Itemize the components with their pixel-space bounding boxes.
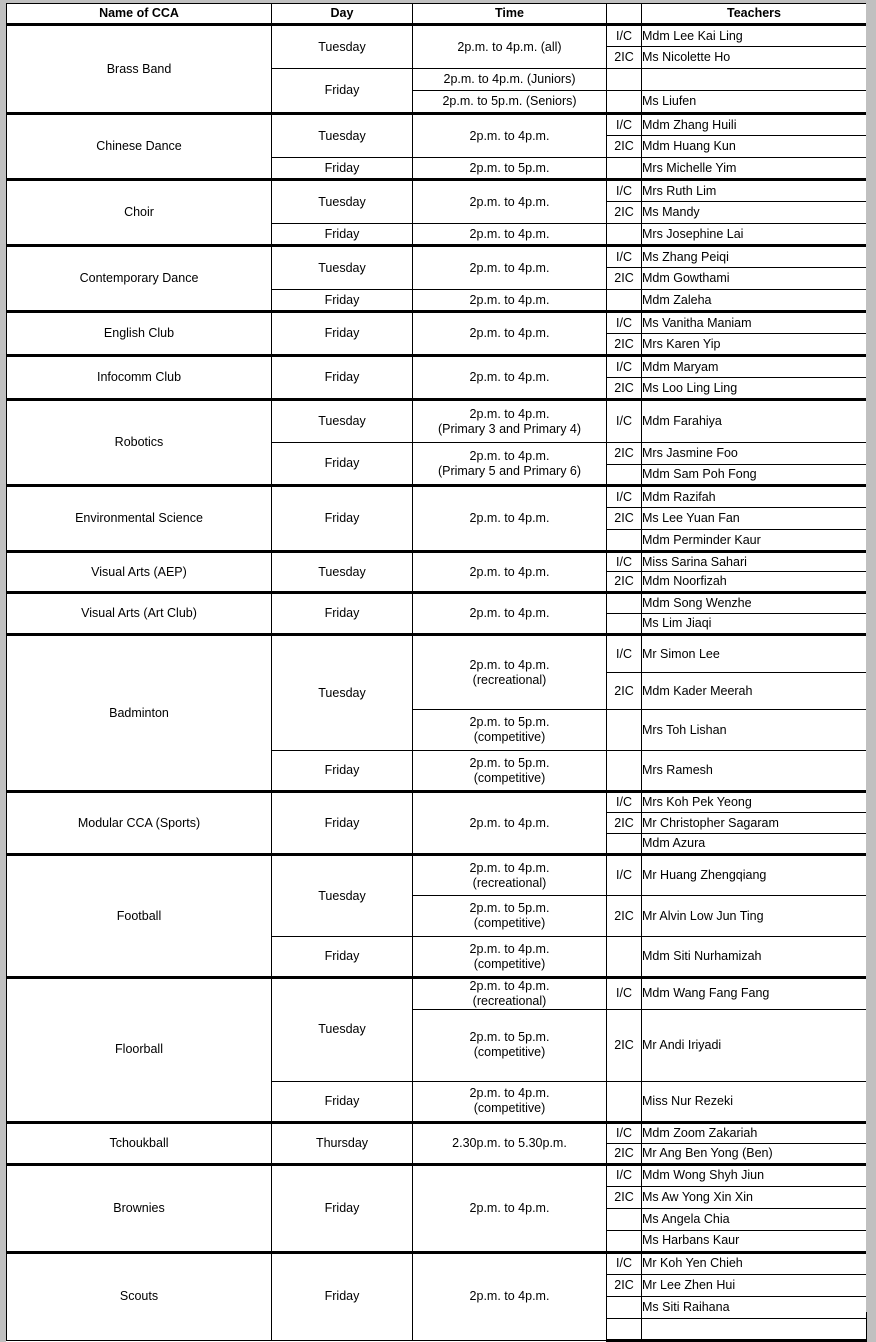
cca-time-qualifier: (recreational) (472, 993, 547, 1008)
cca-time-qualifier: (competitive) (473, 770, 546, 785)
cca-teacher-cell[interactable]: Mdm Maryam (642, 356, 867, 378)
cca-ic-role-cell[interactable]: I/C (607, 486, 642, 508)
cca-day-cell[interactable]: Tuesday (272, 25, 413, 69)
cca-name-cell[interactable]: Environmental Science (7, 486, 272, 552)
cca-time-cell[interactable] (413, 158, 607, 180)
cca-ic-role-cell[interactable]: I/C (607, 1122, 642, 1143)
cca-time-cell[interactable] (413, 978, 607, 1010)
cca-time-qualifier: (Primary 3 and Primary 4) (437, 421, 582, 436)
cca-time-primary: 2p.m. to 4p.m. (Juniors) (443, 72, 576, 87)
cca-teacher-cell[interactable]: Mdm Lee Kai Ling (642, 25, 867, 47)
table-row (7, 1252, 867, 1274)
cca-teacher-cell[interactable]: Mdm Sam Poh Fong (642, 465, 867, 486)
table-row (7, 593, 867, 614)
cca-time-cell[interactable] (413, 312, 607, 356)
cca-time-cell[interactable] (413, 1252, 607, 1340)
cca-teacher-cell[interactable]: Ms Aw Yong Xin Xin (642, 1186, 867, 1208)
cca-day-cell[interactable]: Friday (272, 1164, 413, 1252)
column-header-time: Time (413, 4, 607, 25)
cca-teacher-cell[interactable]: Mrs Josephine Lai (642, 224, 867, 246)
cca-teacher-cell[interactable]: Mrs Ramesh (642, 751, 867, 792)
cca-time-cell[interactable] (413, 69, 607, 91)
table-row (7, 180, 867, 202)
cca-ic-role-cell[interactable] (607, 614, 642, 635)
cca-ic-role-cell[interactable]: 2IC (607, 508, 642, 530)
cca-time-qualifier: (competitive) (473, 916, 546, 930)
cca-teacher-cell[interactable]: Mdm Huang Kun (642, 136, 867, 158)
cca-schedule-table (6, 3, 867, 1342)
cca-time-cell[interactable] (413, 246, 607, 290)
cca-ic-role-cell[interactable] (607, 158, 642, 180)
cca-time-cell[interactable] (413, 400, 607, 443)
cca-time-cell[interactable] (413, 1164, 607, 1252)
cca-ic-role-cell[interactable]: I/C (607, 312, 642, 334)
cca-time-primary: 2p.m. to 4p.m. (469, 511, 550, 526)
cca-ic-role-cell[interactable]: I/C (607, 400, 642, 443)
cca-teacher-cell[interactable]: Mr Huang Zhengqiang (642, 855, 867, 896)
cca-teacher-cell[interactable]: Mdm Zhang Huili (642, 114, 867, 136)
cca-ic-role-cell[interactable]: I/C (607, 978, 642, 1010)
cca-ic-role-cell[interactable]: 2IC (607, 268, 642, 290)
cca-teacher-cell[interactable]: Mrs Koh Pek Yeong (642, 792, 867, 813)
cca-ic-role-cell[interactable] (607, 834, 642, 855)
cca-teacher-cell[interactable]: Mdm Gowthami (642, 268, 867, 290)
cca-ic-role-cell[interactable]: I/C (607, 1164, 642, 1186)
cca-ic-role-cell[interactable]: 2IC (607, 1143, 642, 1164)
cca-ic-role-cell[interactable] (607, 530, 642, 552)
cca-day-cell[interactable]: Friday (272, 356, 413, 400)
cca-ic-role-cell[interactable]: 2IC (607, 673, 642, 710)
cca-name-cell[interactable]: Visual Arts (Art Club) (7, 593, 272, 635)
cca-teacher-cell[interactable]: Mdm Song Wenzhe (642, 593, 867, 614)
cca-name-cell[interactable]: Badminton (7, 635, 272, 792)
sheet-right-margin (866, 0, 876, 1312)
cca-time-primary: 2p.m. to 4p.m. (469, 194, 550, 209)
cca-day-cell[interactable]: Thursday (272, 1122, 413, 1164)
table-row (7, 1164, 867, 1186)
cca-ic-role-cell[interactable]: I/C (607, 114, 642, 136)
cca-day-cell[interactable]: Friday (272, 1081, 413, 1122)
cca-teacher-cell[interactable]: Ms Harbans Kaur (642, 1230, 867, 1252)
cca-ic-role-cell[interactable]: 2IC (607, 334, 642, 356)
cca-ic-role-cell[interactable]: 2IC (607, 1009, 642, 1081)
cca-teacher-cell[interactable]: Mr Ang Ben Yong (Ben) (642, 1143, 867, 1164)
cca-ic-role-cell[interactable] (607, 91, 642, 114)
cca-teacher-cell[interactable]: Mr Christopher Sagaram (642, 813, 867, 834)
table-row (7, 635, 867, 673)
cca-day-cell[interactable]: Friday (272, 224, 413, 246)
cca-day-cell[interactable]: Friday (272, 312, 413, 356)
cca-time-cell[interactable] (413, 1122, 607, 1164)
cca-ic-role-cell[interactable]: I/C (607, 855, 642, 896)
cca-day-cell[interactable]: Tuesday (272, 114, 413, 158)
table-row (7, 486, 867, 508)
cca-day-cell[interactable]: Friday (272, 486, 413, 552)
cca-name-cell[interactable]: Modular CCA (Sports) (7, 792, 272, 855)
cca-name-cell[interactable]: Chinese Dance (7, 114, 272, 180)
cca-name-cell[interactable]: Football (7, 855, 272, 978)
cca-ic-role-cell[interactable]: 2IC (607, 202, 642, 224)
cca-time-primary: 2p.m. to 4p.m. (469, 815, 550, 830)
cca-day-cell[interactable]: Friday (272, 1252, 413, 1340)
cca-time-cell[interactable] (413, 751, 607, 792)
cca-time-qualifier: (competitive) (473, 1045, 546, 1059)
cca-time-qualifier: (Primary 5 and Primary 6) (437, 463, 582, 478)
table-row (7, 312, 867, 334)
cca-name-cell[interactable]: Scouts (7, 1252, 272, 1340)
cca-name-cell[interactable]: Visual Arts (AEP) (7, 552, 272, 593)
header-row (7, 4, 867, 25)
cca-ic-role-cell[interactable]: 2IC (607, 813, 642, 834)
cca-ic-role-cell[interactable]: I/C (607, 792, 642, 813)
cca-teacher-cell[interactable]: Ms Siti Raihana (642, 1296, 867, 1318)
cca-ic-role-cell[interactable] (607, 1296, 642, 1318)
cca-name-cell[interactable]: Robotics (7, 400, 272, 486)
cca-teacher-cell[interactable]: Ms Mandy (642, 202, 867, 224)
cca-ic-role-cell[interactable] (607, 751, 642, 792)
cca-day-cell[interactable]: Tuesday (272, 635, 413, 751)
cca-ic-role-cell[interactable]: 2IC (607, 47, 642, 69)
cca-teacher-cell[interactable]: Ms Zhang Peiqi (642, 246, 867, 268)
cca-day-cell[interactable]: Tuesday (272, 855, 413, 937)
cca-time-primary: 2p.m. to 4p.m. (469, 292, 550, 307)
cca-teacher-cell[interactable]: Mrs Ruth Lim (642, 180, 867, 202)
cca-teacher-cell[interactable]: Mdm Azura (642, 834, 867, 855)
table-row (7, 246, 867, 268)
cca-day-cell[interactable]: Tuesday (272, 180, 413, 224)
cca-day-cell[interactable]: Friday (272, 290, 413, 312)
cca-teacher-cell[interactable]: Mrs Karen Yip (642, 334, 867, 356)
cca-time-qualifier: (competitive) (473, 956, 546, 971)
cca-ic-role-cell[interactable] (607, 1081, 642, 1122)
cca-teacher-cell[interactable] (642, 69, 867, 91)
cca-time-cell[interactable] (413, 180, 607, 224)
cca-time-cell[interactable] (413, 593, 607, 635)
cca-time-qualifier: (competitive) (473, 1101, 546, 1115)
column-header-teachers: Teachers (642, 4, 867, 25)
cca-day-cell[interactable]: Friday (272, 937, 413, 978)
cca-time-cell[interactable] (413, 635, 607, 710)
cca-ic-role-cell[interactable]: 2IC (607, 1186, 642, 1208)
cca-ic-role-cell[interactable]: 2IC (607, 378, 642, 400)
cca-day-cell[interactable]: Friday (272, 593, 413, 635)
cca-teacher-cell[interactable]: Mdm Perminder Kaur (642, 530, 867, 552)
cca-time-cell[interactable] (413, 896, 607, 937)
cca-ic-role-cell[interactable]: I/C (607, 552, 642, 572)
cca-ic-role-cell[interactable] (607, 224, 642, 246)
cca-time-primary: 2p.m. to 4p.m. (469, 370, 550, 385)
cca-day-cell[interactable]: Tuesday (272, 246, 413, 290)
cca-time-primary: 2p.m. to 4p.m. (469, 226, 550, 241)
cca-teacher-cell[interactable] (642, 1318, 867, 1340)
cca-teacher-cell[interactable]: Mdm Zaleha (642, 290, 867, 312)
cca-time-cell[interactable] (413, 486, 607, 552)
cca-ic-role-cell[interactable]: I/C (607, 246, 642, 268)
column-header-day: Day (272, 4, 413, 25)
cca-time-cell[interactable] (413, 25, 607, 69)
cca-time-primary: 2.30p.m. to 5.30p.m. (452, 1135, 567, 1150)
cca-teacher-cell[interactable]: Ms Nicolette Ho (642, 47, 867, 69)
cca-time-primary: 2p.m. to 5p.m. (469, 1030, 550, 1045)
cca-schedule-table-wrapper (6, 3, 866, 1342)
cca-time-cell[interactable] (413, 114, 607, 158)
cca-ic-role-cell[interactable]: 2IC (607, 443, 642, 465)
cca-day-cell[interactable]: Tuesday (272, 978, 413, 1082)
cca-time-cell[interactable] (413, 356, 607, 400)
cca-teacher-cell[interactable]: Mdm Noorfizah (642, 572, 867, 593)
cca-day-cell[interactable]: Tuesday (272, 552, 413, 593)
cca-ic-role-cell[interactable]: 2IC (607, 1274, 642, 1296)
cca-teacher-cell[interactable]: Mrs Michelle Yim (642, 158, 867, 180)
cca-time-cell[interactable] (413, 855, 607, 896)
cca-time-primary: 2p.m. to 4p.m. (469, 1086, 550, 1101)
cca-name-cell[interactable]: Tchoukball (7, 1122, 272, 1164)
table-row (7, 552, 867, 572)
cca-ic-role-cell[interactable] (607, 69, 642, 91)
cca-day-cell[interactable]: Friday (272, 443, 413, 486)
cca-time-cell[interactable] (413, 937, 607, 978)
cca-teacher-cell[interactable]: Mdm Siti Nurhamizah (642, 937, 867, 978)
cca-day-cell[interactable]: Friday (272, 69, 413, 114)
table-header (7, 4, 867, 25)
cca-time-qualifier: (recreational) (472, 875, 547, 890)
cca-time-primary: 2p.m. to 4p.m. (469, 657, 550, 672)
cca-teacher-cell[interactable]: Miss Sarina Sahari (642, 552, 867, 572)
cca-name-cell[interactable]: Brass Band (7, 25, 272, 114)
cca-time-primary: 2p.m. to 4p.m. (469, 326, 550, 341)
cca-ic-role-cell[interactable]: 2IC (607, 896, 642, 937)
table-row (7, 356, 867, 378)
cca-time-cell[interactable] (413, 710, 607, 751)
cca-time-primary: 2p.m. to 5p.m. (469, 755, 550, 770)
cca-time-cell[interactable] (413, 792, 607, 855)
cca-time-primary: 2p.m. to 4p.m. (469, 406, 550, 421)
cca-time-primary: 2p.m. to 4p.m. (469, 606, 550, 621)
cca-teacher-cell[interactable]: Ms Lee Yuan Fan (642, 508, 867, 530)
cca-time-primary: 2p.m. to 4p.m. (469, 448, 550, 463)
cca-teacher-cell[interactable]: Mr Simon Lee (642, 635, 867, 673)
cca-time-primary: 2p.m. to 4p.m. (469, 1200, 550, 1215)
cca-time-primary: 2p.m. to 4p.m. (469, 128, 550, 143)
cca-name-cell[interactable]: English Club (7, 312, 272, 356)
cca-teacher-cell[interactable]: Mdm Zoom Zakariah (642, 1122, 867, 1143)
table-row (7, 25, 867, 47)
cca-teacher-cell[interactable]: Mrs Jasmine Foo (642, 443, 867, 465)
cca-time-primary: 2p.m. to 5p.m. (Seniors) (442, 94, 577, 109)
cca-ic-role-cell[interactable] (607, 1208, 642, 1230)
table-row (7, 400, 867, 443)
cca-time-primary: 2p.m. to 4p.m. (469, 1289, 550, 1304)
cca-teacher-cell[interactable]: Mdm Farahiya (642, 400, 867, 443)
cca-teacher-cell[interactable]: Ms Loo Ling Ling (642, 378, 867, 400)
cca-name-cell[interactable]: Choir (7, 180, 272, 246)
column-header-name-of-cca: Name of CCA (7, 4, 272, 25)
cca-ic-role-cell[interactable] (607, 593, 642, 614)
cca-ic-role-cell[interactable] (607, 710, 642, 751)
cca-teacher-cell[interactable]: Mr Andi Iriyadi (642, 1009, 867, 1081)
cca-time-primary: 2p.m. to 5p.m. (469, 160, 550, 175)
cca-ic-role-cell[interactable]: 2IC (607, 572, 642, 593)
cca-ic-role-cell[interactable] (607, 290, 642, 312)
table-row (7, 978, 867, 1010)
table-row (7, 855, 867, 896)
cca-time-cell[interactable] (413, 1081, 607, 1122)
cca-time-cell[interactable] (413, 443, 607, 486)
column-header-ic (607, 4, 642, 25)
cca-teacher-cell[interactable]: Ms Lim Jiaqi (642, 614, 867, 635)
cca-day-cell[interactable]: Friday (272, 792, 413, 855)
cca-ic-role-cell[interactable]: I/C (607, 356, 642, 378)
cca-time-cell[interactable] (413, 1009, 607, 1081)
cca-teacher-cell[interactable]: Ms Liufen (642, 91, 867, 114)
cca-name-cell[interactable]: Floorball (7, 978, 272, 1123)
cca-time-primary: 2p.m. to 4p.m. (469, 979, 550, 993)
cca-teacher-cell[interactable]: Ms Vanitha Maniam (642, 312, 867, 334)
cca-ic-role-cell[interactable] (607, 937, 642, 978)
cca-time-primary: 2p.m. to 4p.m. (469, 260, 550, 275)
cca-ic-role-cell[interactable]: I/C (607, 1252, 642, 1274)
cca-ic-role-cell[interactable]: 2IC (607, 136, 642, 158)
cca-time-primary: 2p.m. to 5p.m. (469, 715, 550, 730)
cca-name-cell[interactable]: Contemporary Dance (7, 246, 272, 312)
cca-teacher-cell[interactable]: Mrs Toh Lishan (642, 710, 867, 751)
cca-time-primary: 2p.m. to 4p.m. (all) (457, 39, 562, 54)
cca-day-cell[interactable]: Friday (272, 751, 413, 792)
cca-time-cell[interactable] (413, 224, 607, 246)
cca-name-cell[interactable]: Brownies (7, 1164, 272, 1252)
cca-time-primary: 2p.m. to 5p.m. (469, 901, 550, 916)
cca-teacher-cell[interactable]: Mr Koh Yen Chieh (642, 1252, 867, 1274)
cca-time-primary: 2p.m. to 4p.m. (469, 564, 550, 579)
cca-time-qualifier: (recreational) (472, 672, 547, 687)
cca-teacher-cell[interactable]: Mdm Wang Fang Fang (642, 978, 867, 1010)
cca-teacher-cell[interactable]: Mdm Kader Meerah (642, 673, 867, 710)
cca-teacher-cell[interactable]: Mr Alvin Low Jun Ting (642, 896, 867, 937)
cca-ic-role-cell[interactable] (607, 1230, 642, 1252)
cca-day-cell[interactable]: Friday (272, 158, 413, 180)
cca-ic-role-cell[interactable] (607, 1318, 642, 1340)
cca-time-cell[interactable] (413, 290, 607, 312)
table-row (7, 114, 867, 136)
cca-ic-role-cell[interactable]: I/C (607, 635, 642, 673)
cca-ic-role-cell[interactable]: I/C (607, 25, 642, 47)
cca-teacher-cell[interactable]: Mr Lee Zhen Hui (642, 1274, 867, 1296)
cca-time-primary: 2p.m. to 4p.m. (469, 860, 550, 875)
table-row (7, 792, 867, 813)
cca-time-cell[interactable] (413, 552, 607, 593)
cca-time-qualifier: (competitive) (473, 730, 546, 744)
cca-day-cell[interactable]: Tuesday (272, 400, 413, 443)
cca-teacher-cell[interactable]: Miss Nur Rezeki (642, 1081, 867, 1122)
cca-teacher-cell[interactable]: Mdm Wong Shyh Jiun (642, 1164, 867, 1186)
table-row (7, 1122, 867, 1143)
cca-time-cell[interactable] (413, 91, 607, 114)
cca-teacher-cell[interactable]: Ms Angela Chia (642, 1208, 867, 1230)
cca-ic-role-cell[interactable] (607, 465, 642, 486)
cca-time-primary: 2p.m. to 4p.m. (469, 941, 550, 956)
cca-ic-role-cell[interactable]: I/C (607, 180, 642, 202)
cca-name-cell[interactable]: Infocomm Club (7, 356, 272, 400)
cca-teacher-cell[interactable]: Mdm Razifah (642, 486, 867, 508)
table-body (7, 25, 867, 1341)
